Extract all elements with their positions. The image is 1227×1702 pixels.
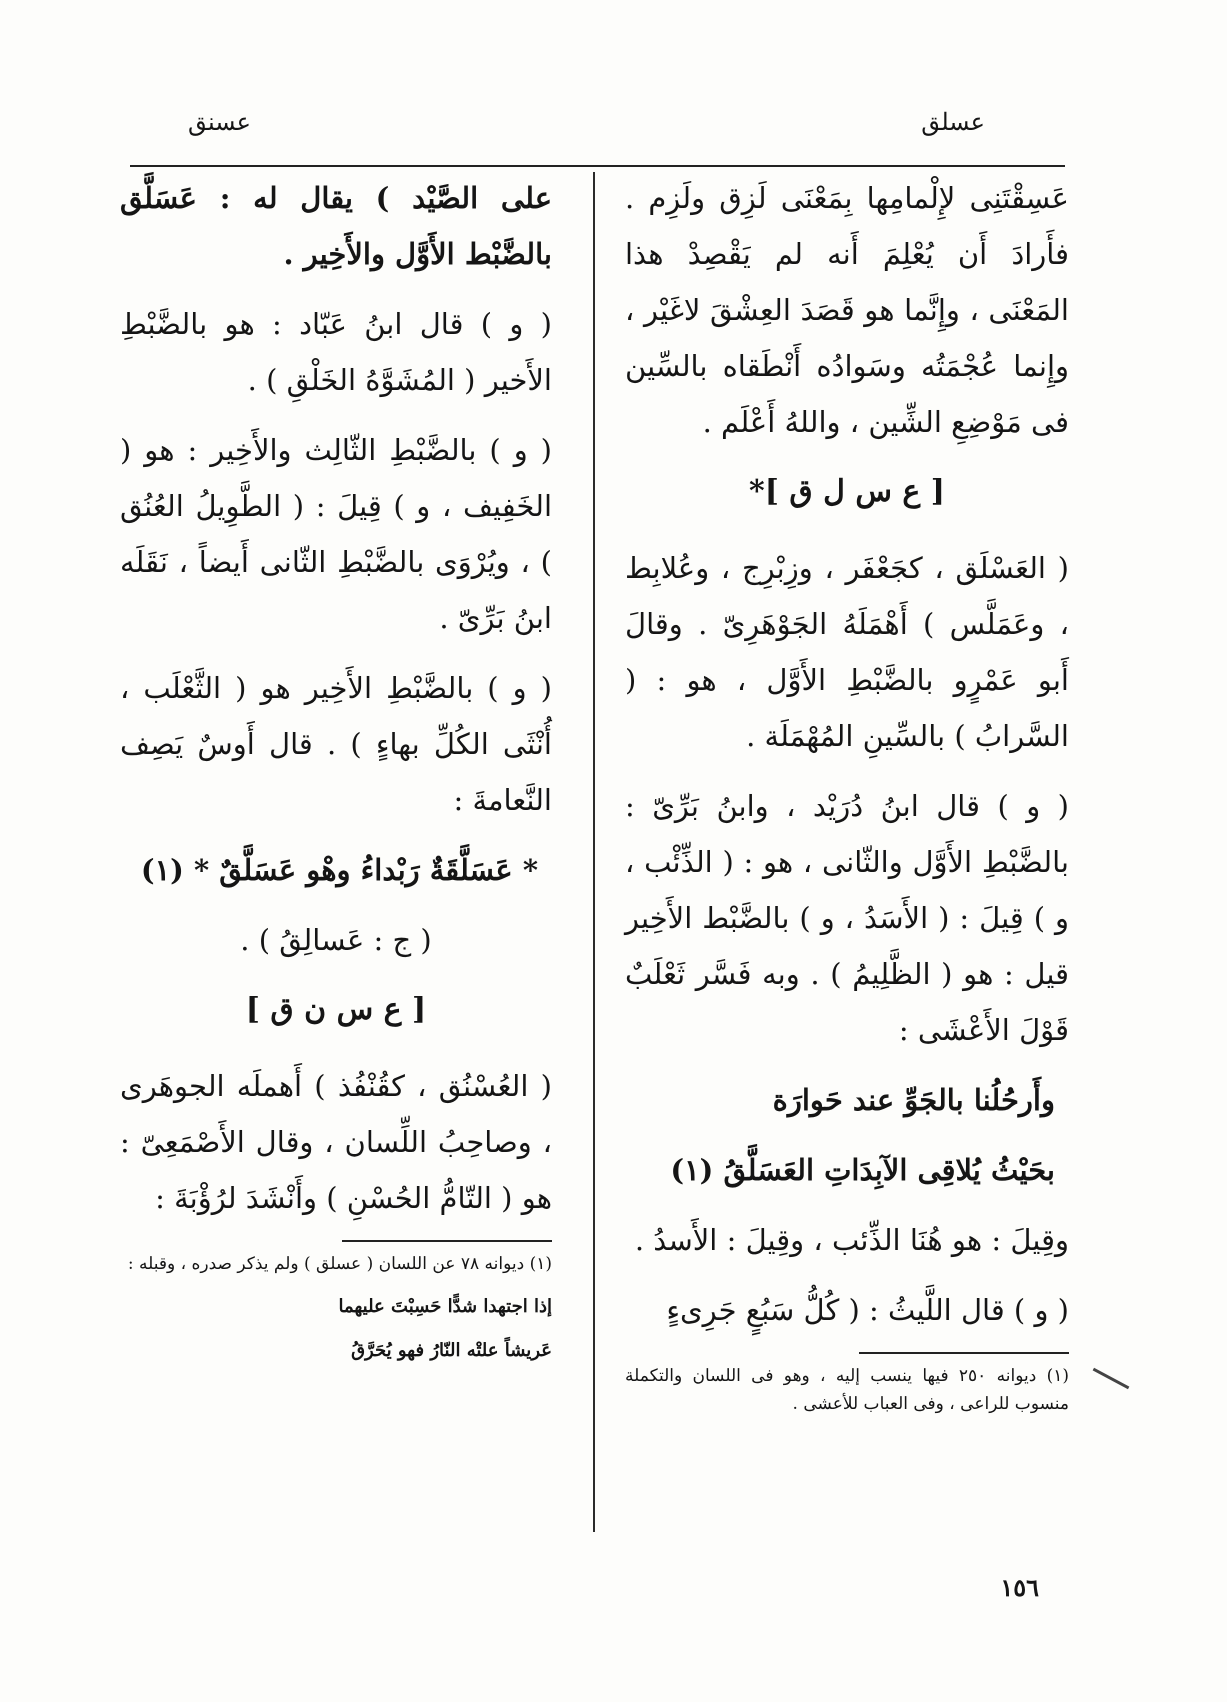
- paragraph: ( و ) قال ابنُ عَبّاد : هو بالضَّبْطِ الأَخير ( المُشَوَّهُ الخَلْقِ ) .: [120, 307, 552, 397]
- page-number: ١٥٦: [1000, 1573, 1039, 1602]
- paragraph: ( و ) بالضَّبْطِ الأَخِير هو ( الثَّعْلَب ، أُنْثَى الكُلِّ بهاءٍ ) . قال أَوسٌ يَصِف النَّعامةَ :: [120, 671, 552, 817]
- header-keyword-right: عسلق: [921, 108, 985, 136]
- scan-mark: [1093, 1368, 1130, 1389]
- verse-line: بحَيْثُ يُلاقِى الآبِدَاتِ العَسَلَّقُ (١): [670, 1153, 1055, 1187]
- paragraph: ( و ) قال ابنُ دُرَيْد ، وابنُ بَرِّىّ : بالضَّبْطِ الأَوَّل والثّانى ، هو : ( الذِّئْب ، و ) قِيلَ : ( الأَسَدُ ، و ) بالضَّبْط الأَخِير قيل : هو ( الظَّلِيمُ ) . وبه فَسَّر ثَعْلَبٌ قَوْلَ الأَعْشَى :: [625, 789, 1069, 1047]
- left-column: [120, 170, 552, 1547]
- footnote-verse-line: عَريشاً علتْه النّارُ فهو يُحَرَّقُ: [351, 1340, 552, 1361]
- paragraph: على الصَّيْد ) يقال له : عَسَلَّق بالضَّبْط الأَوَّل والأَخِير .: [120, 181, 552, 271]
- verse-line: وأَرحُلُنا بالجَوِّ عند حَوارَة: [772, 1083, 1055, 1117]
- footnote-rule: [859, 1352, 1069, 1354]
- header-rule: [130, 165, 1065, 167]
- entry-heading-asnq: [ ع س ن ق ]: [245, 992, 427, 1027]
- paragraph: ( العَسْلَق ، كجَعْفَر ، وزِبْرِج ، وعُلابِط ، وعَمَلَّس ) أَهْمَلَهُ الجَوْهَرِىّ . وقالَ أَبو عَمْرٍو بالضَّبْطِ الأَوَّل ، هو : ( السَّرابُ ) بالسِّينِ المُهْمَلَة .: [625, 551, 1069, 753]
- header-keyword-left: عسنق: [188, 108, 251, 136]
- entry-heading-asalq: [ ع س ل ق ]*: [749, 474, 945, 509]
- footnote-rule: [342, 1240, 552, 1242]
- footnote: (١) ديوانه ٧٨ عن اللسان ( عسلق ) ولم يذكر صدره ، وقبله :: [127, 1254, 552, 1274]
- paragraph: ( و ) قال اللَّيثُ : ( كُلُّ سَبُعٍ جَرِىءٍ: [666, 1293, 1069, 1327]
- entry-intro: عَسِقْتَنِى لإِلْمامِها بِمَعْنَى لَزِق ولَزِم . فأَرادَ أَن يُعْلِمَ أَنه لم يَقْصِدْ هذا المَعْنَى ، وإِنَّما هو قَصَدَ العِشْقَ لاغَيْر ، وإِنما عُجْمَتُه وسَوادُه أَنْطَقاه بالسِّين فى مَوْضِعِ الشِّين ، واللهُ أَعْلَم .: [625, 181, 1069, 439]
- right-column: [625, 170, 1069, 1547]
- column-divider: [593, 172, 595, 1532]
- plural-form: ( ج : عَسالِقُ ) .: [240, 923, 432, 957]
- paragraph: وقِيلَ : هو هُنَا الذِّئب ، وقِيلَ : الأَسدُ .: [634, 1223, 1069, 1257]
- paragraph: ( العُسْنُق ، كقُنْفُذ ) أَهملَه الجوهَرى ، وصاحِبُ اللِّسان ، وقال الأَصْمَعِىّ : هو ( التّامُّ الحُسْنِ ) وأَنْشَدَ لرُؤْبَةَ :: [120, 1069, 552, 1215]
- footnote: (١) ديوانه ٢٥٠ فيها ينسب إليه ، وهو فى اللسان والتكملة منسوب للراعى ، وفى العباب للأعشى .: [625, 1366, 1070, 1414]
- verse-line: * عَسَلَّقَةٌ رَبْداءُ وهْو عَسَلَّقٌ * (١): [140, 853, 538, 887]
- footnote-verse-line: إذا اجتهدا شدًّا حَسِبْتَ عليهما: [338, 1296, 552, 1317]
- paragraph: ( و ) بالضَّبْطِ الثّالِث والأَخِير : هو ( الخَفِيف ، و ) قِيلَ : ( الطَّوِيلُ العُنُق ) ، ويُرْوَى بالضَّبْطِ الثّانى أَيضاً ، نَقَلَه ابنُ بَرِّىّ .: [120, 433, 552, 635]
